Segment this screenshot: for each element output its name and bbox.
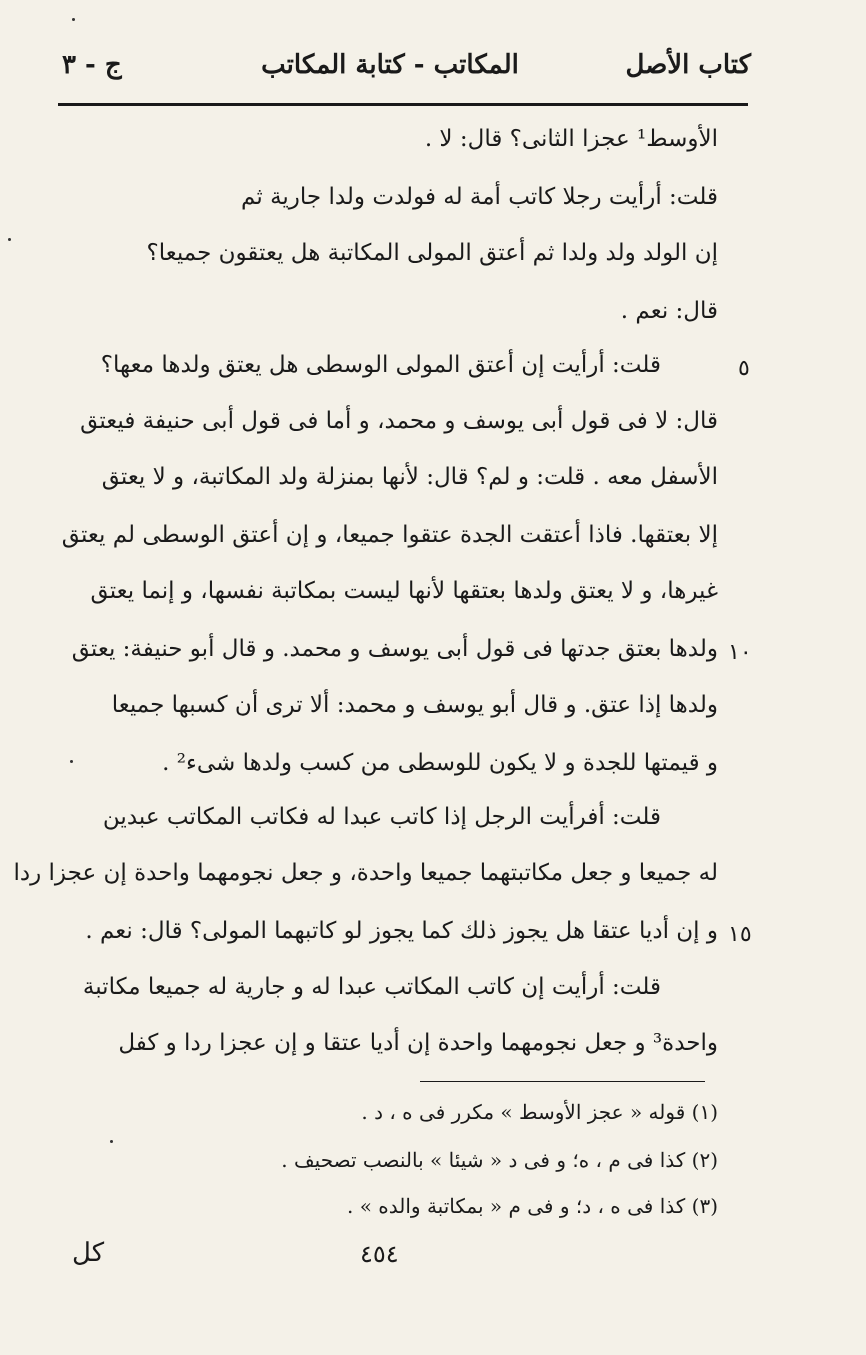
text-line-8: إلا بعتقها. فاذا أعتقت الجدة عتقوا جميعا، و إن أعتق الوسطى لم يعتق — [61, 522, 718, 548]
text-line-12: و قيمتها للجدة و لا يكون للوسطى من كسب ولدها شىء² . — [162, 750, 718, 776]
text-line-15: و إن أديا عتقا هل يجوز ذلك كما يجوز لو كاتبهما المولى؟ قال: نعم . — [85, 918, 718, 944]
text-line-1: الأوسط¹ عجزا الثانى؟ قال: لا . — [424, 126, 718, 152]
ink-speck — [110, 1140, 113, 1143]
line-number-10: ١٠ — [728, 640, 752, 665]
text-line-14: له جميعا و جعل مكاتبتهما جميعا واحدة، و جعل نجومهما واحدة إن عجزا ردا — [13, 860, 718, 886]
header-rule — [58, 103, 748, 106]
text-line-4: قال: نعم . — [620, 298, 718, 324]
text-line-7: الأسفل معه . قلت: و لم؟ قال: لأنها بمنزلة ولد المكاتبة، و لا يعتق — [101, 464, 718, 490]
running-header-volume: ج - ٣ — [62, 50, 122, 80]
text-line-11: ولدها إذا عتق. و قال أبو يوسف و محمد: ألا ترى أن كسبها جميعا — [111, 692, 718, 718]
text-line-5: قلت: أرأيت إن أعتق المولى الوسطى هل يعتق ولدها معها؟ — [100, 352, 661, 378]
footnote-3: (٣) كذا فى ه ، د؛ و فى م « بمكاتبة والده » . — [347, 1194, 718, 1218]
text-line-17: واحدة³ و جعل نجومهما واحدة إن أديا عتقا و إن عجزا ردا و كفل — [118, 1030, 718, 1056]
text-line-10: ولدها بعتق جدتها فى قول أبى يوسف و محمد. و قال أبو حنيفة: يعتق — [71, 636, 718, 662]
footnote-1: (١) قوله « عجز الأوسط » مكرر فى ه ، د . — [361, 1100, 718, 1124]
ink-speck — [8, 238, 11, 241]
ink-speck — [70, 760, 73, 763]
text-line-3: إن الولد ولد ولدا ثم أعتق المولى المكاتبة هل يعتقون جميعا؟ — [146, 240, 718, 266]
footnote-rule — [420, 1081, 705, 1082]
text-line-2: قلت: أرأيت رجلا كاتب أمة له فولدت ولدا جارية ثم — [241, 184, 718, 210]
text-line-13: قلت: أفرأيت الرجل إذا كاتب عبدا له فكاتب المكاتب عبدين — [102, 804, 661, 830]
text-line-16: قلت: أرأيت إن كاتب المكاتب عبدا له و جارية له جميعا مكاتبة — [82, 974, 661, 1000]
line-number-5: ٥ — [738, 356, 750, 381]
catchword: كل — [72, 1238, 105, 1268]
page-number: ٤٥٤ — [360, 1240, 399, 1268]
line-number-15: ١٥ — [728, 922, 752, 947]
footnote-2: (٢) كذا فى م ، ه؛ و فى د « شيئا » بالنصب تصحيف . — [281, 1148, 718, 1172]
ink-speck — [72, 18, 75, 21]
text-line-6: قال: لا فى قول أبى يوسف و محمد، و أما فى قول أبى حنيفة فيعتق — [80, 408, 718, 434]
text-line-9: غيرها، و لا يعتق ولدها بعتقها لأنها ليست بمكاتبة نفسها، و إنما يعتق — [90, 578, 718, 604]
running-header-book: كتاب الأصل — [625, 50, 751, 80]
running-header-title: المكاتب - كتابة المكاتب — [261, 50, 519, 80]
